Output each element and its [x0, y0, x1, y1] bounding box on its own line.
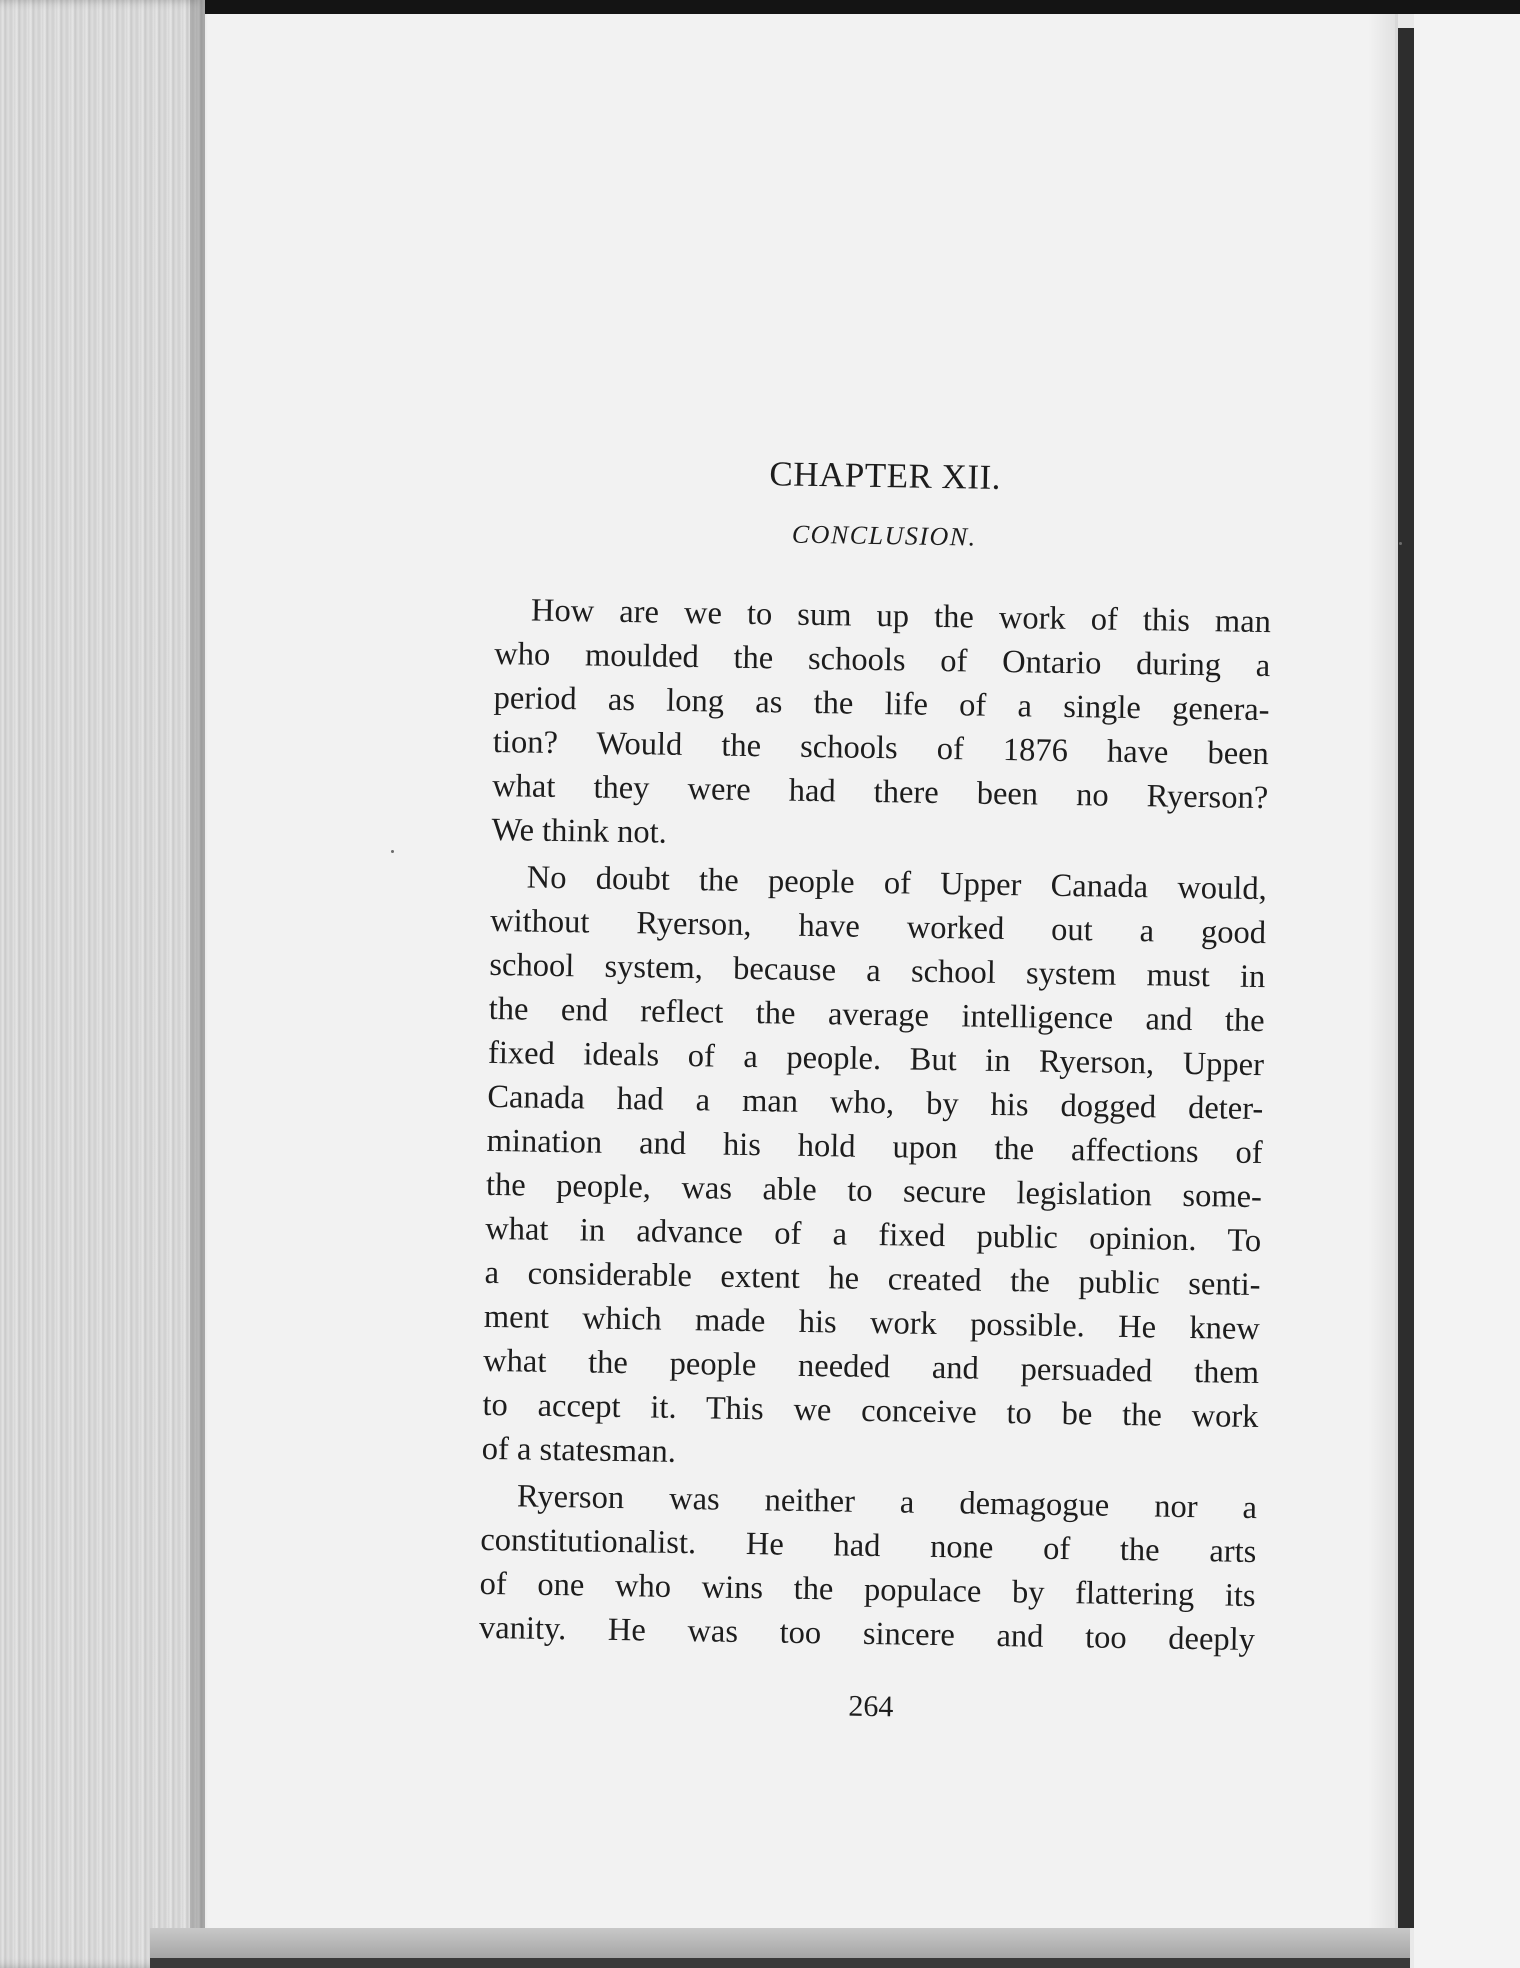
page-gutter-shadow	[1368, 14, 1398, 1938]
paragraph-1	[491, 588, 1271, 864]
paragraph-2	[481, 855, 1267, 1483]
text-line: what they were had there been no Ryerson?	[491, 767, 1269, 817]
text-line: No doubt the people of Upper Canada would,	[526, 859, 1268, 908]
text-line: to accept it. This we conceive to be the work	[482, 1386, 1259, 1436]
text-line: a considerable extent he created the public senti-	[484, 1254, 1261, 1304]
text-line: the end reflect the average intelligence and the	[488, 990, 1265, 1040]
text-line: of one who wins the populace by flattering its	[479, 1565, 1256, 1615]
text-line: constitutionalist. He had none of the arts	[480, 1521, 1257, 1571]
text-line: Ryerson was neither a demagogue nor a	[516, 1478, 1258, 1527]
paragraph-3	[479, 1474, 1258, 1662]
text-line: Canada had a man who, by his dogged deter-	[487, 1078, 1264, 1128]
text-line: of a statesman.	[481, 1430, 677, 1470]
page-text-block	[477, 420, 1273, 1738]
text-line: mination and his hold upon the affections of	[486, 1122, 1263, 1172]
book-binding	[1398, 28, 1414, 1928]
facing-page-edge	[1414, 14, 1520, 1968]
text-line: period as long as the life of a single genera-	[493, 679, 1270, 729]
text-line: vanity. He was too sincere and too deeply	[478, 1609, 1256, 1659]
text-line: tion? Would the schools of 1876 have been	[492, 723, 1270, 773]
text-line: school system, because a school system must in	[489, 946, 1266, 996]
text-line: fixed ideals of a people. But in Ryerson, Upper	[487, 1034, 1265, 1084]
section-title: CONCLUSION.	[791, 519, 977, 552]
scan-speck	[391, 850, 394, 853]
page-number: 264	[848, 1689, 894, 1724]
scan-bottom-border	[150, 1958, 1410, 1968]
text-line: without Ryerson, have worked out a good	[489, 902, 1267, 952]
text-line: How are we to sum up the work of this man	[530, 592, 1272, 641]
text-line: ment which made his work possible. He knew	[483, 1298, 1261, 1348]
page-block-edge	[0, 0, 205, 1968]
scan-speck	[1399, 542, 1402, 545]
text-line: what in advance of a fixed public opinion. To	[485, 1210, 1262, 1260]
scan-top-border	[0, 0, 1520, 14]
text-line: the people, was able to secure legislation some-	[485, 1166, 1263, 1216]
text-line: who moulded the schools of Ontario during a	[494, 635, 1271, 685]
page-fold-shadow	[190, 0, 208, 1968]
text-line: We think not.	[491, 811, 668, 851]
chapter-title: CHAPTER XII.	[769, 454, 1002, 497]
text-line: what the people needed and persuaded them	[482, 1342, 1260, 1392]
